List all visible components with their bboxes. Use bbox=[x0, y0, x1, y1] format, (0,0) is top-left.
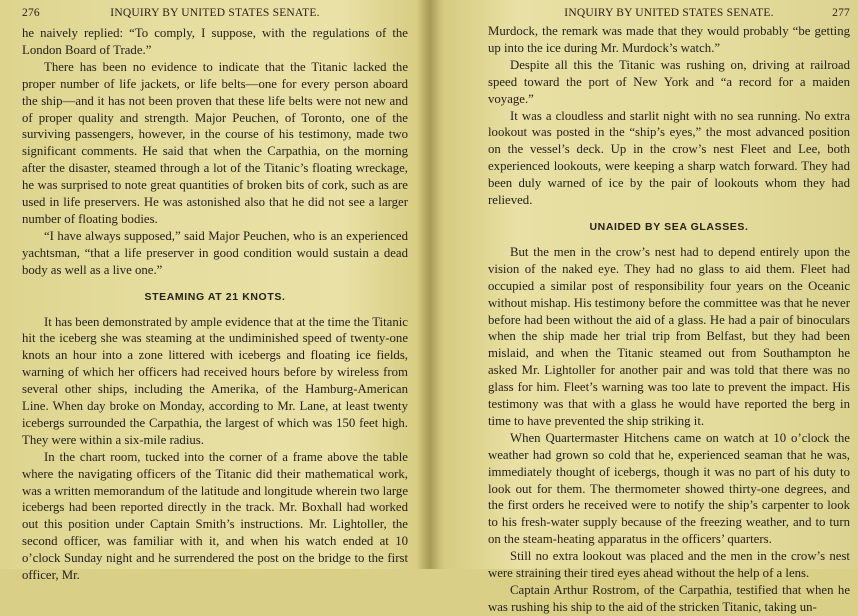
left-running-head bbox=[22, 7, 408, 25]
left-page bbox=[22, 0, 408, 583]
book-gutter bbox=[418, 0, 440, 569]
left-running-title: INQUIRY BY UNITED STATES SENATE. bbox=[110, 7, 320, 19]
right-running-head bbox=[488, 7, 850, 25]
paragraph: In the chart room, tucked into the corner of a frame above the table where the navigating officers of the Titanic did their mathematical work, was a written memorandum of the latitude and longitude wherein two large icebergs had been reported directly in the track. Mr. Boxhall had worked out this position under Captain Smith’s instructions. Mr. Lightoller, the second officer, was familiar with it, and when his watch ended at 10 o’clock Sunday night and he surrendered the post on the bridge to the first officer, Mr. bbox=[22, 449, 408, 583]
paragraph: Despite all this the Titanic was rushing on, driving at railroad speed toward the port of New York and “a record for a maiden voyage.” bbox=[488, 57, 850, 106]
right-page-number: 277 bbox=[832, 7, 850, 19]
paragraph: It has been demonstrated by ample evidence that at the time the Titanic hit the iceberg she was steaming at the undiminished speed of twenty-one knots an hour into a zone littered with icebergs and floating ice fields, warning of which her officers had received hours before by wireless from several other ships, including the Amerika, of the Hamburg-American Line. When day broke on Monday, according to Mr. Lane, at least twenty icebergs surrounded the Carpathia, the largest of which was 150 feet high. They were within a six-mile radius. bbox=[22, 314, 408, 447]
left-page-body bbox=[22, 25, 408, 584]
paragraph: “I have always supposed,” said Major Peuchen, who is an experienced yachtsman, “that a life preserver in good condition would sustain a dead body as well as a live one.” bbox=[22, 228, 408, 277]
left-page-number: 276 bbox=[22, 7, 40, 19]
right-page bbox=[488, 0, 850, 614]
section-heading: UNAIDED BY SEA GLASSES. bbox=[589, 220, 749, 233]
paragraph: he naively replied: “To comply, I suppose, with the regulations of the London Board of Trade.” bbox=[22, 26, 408, 57]
paragraph: Captain Arthur Rostrom, of the Carpathia, testified that when he was rushing his ship to the aid of the stricken Titanic, taking un- bbox=[488, 583, 850, 614]
paragraph: When Quartermaster Hitchens came on watch at 10 o’clock the weather had grown so cold that he, experienced seaman that he was, immediately thought of icebergs, though it was no part of his duty to look out for them. The thermometer showed thirty-one degrees, and the first orders he received were to notify the ship’s carpenter to look to his fresh-water supply because of the freezing weather, and to turn on the steam-heating apparatus in the officers’ quarters. bbox=[488, 430, 850, 547]
right-page-body bbox=[488, 23, 850, 616]
paragraph: It was a cloudless and starlit night with no sea running. No extra lookout was posted in the “ship’s eyes,” the most advanced position on the vessel’s deck. Up in the crow’s nest Fleet and Lee, both experienced lookouts, were keeping a sharp watch forward. They had been duly warned of ice by the pair of lookouts whom they had relieved. bbox=[488, 108, 850, 208]
paragraph: But the men in the crow’s nest had to depend entirely upon the vision of the naked eye. They had no glass to aid them. Fleet had occupied a similar post of responsibility four years on the Oceanic without mishap. His testimony before the committee was that he never before had been without the aid of a glass. He had a pair of binoculars when the ship made her trial trip from Belfast, but they had been mislaid, and when the Titanic steamed out from Southampton he asked Mr. Lightoller for another pair and was told that there was no glass for him. Fleet’s warning was too late to prevent the impact. His testimony was that with a glass he would have reported the berg in time to have prevented the ship striking it. bbox=[488, 244, 850, 428]
paragraph: There has been no evidence to indicate that the Titanic lacked the proper number of life jackets, or life belts—one for every person aboard the ship—and it has not been proven that these life belts were not new and of proper quality and strength. Major Peuchen, of Toronto, one of the surviving passengers, however, in the course of his testimony, made two significant comments. He said that when the Carpathia, on the morning after the disaster, steamed through a lot of the Titanic’s floating wreckage, he was surprised to note great quantities of broken bits of cork, such as are used in life preservers. He was astonished also that he did not see a larger number of floating bodies. bbox=[22, 59, 408, 226]
paragraph: Murdock, the remark was made that they would probably “be getting up into the ice during Mr. Murdock’s watch.” bbox=[488, 24, 850, 55]
right-running-title: INQUIRY BY UNITED STATES SENATE. bbox=[564, 7, 774, 19]
section-heading: STEAMING AT 21 KNOTS. bbox=[144, 290, 286, 303]
paragraph: Still no extra lookout was placed and the men in the crow’s nest were straining their tired eyes ahead without the help of a lens. bbox=[488, 549, 850, 581]
